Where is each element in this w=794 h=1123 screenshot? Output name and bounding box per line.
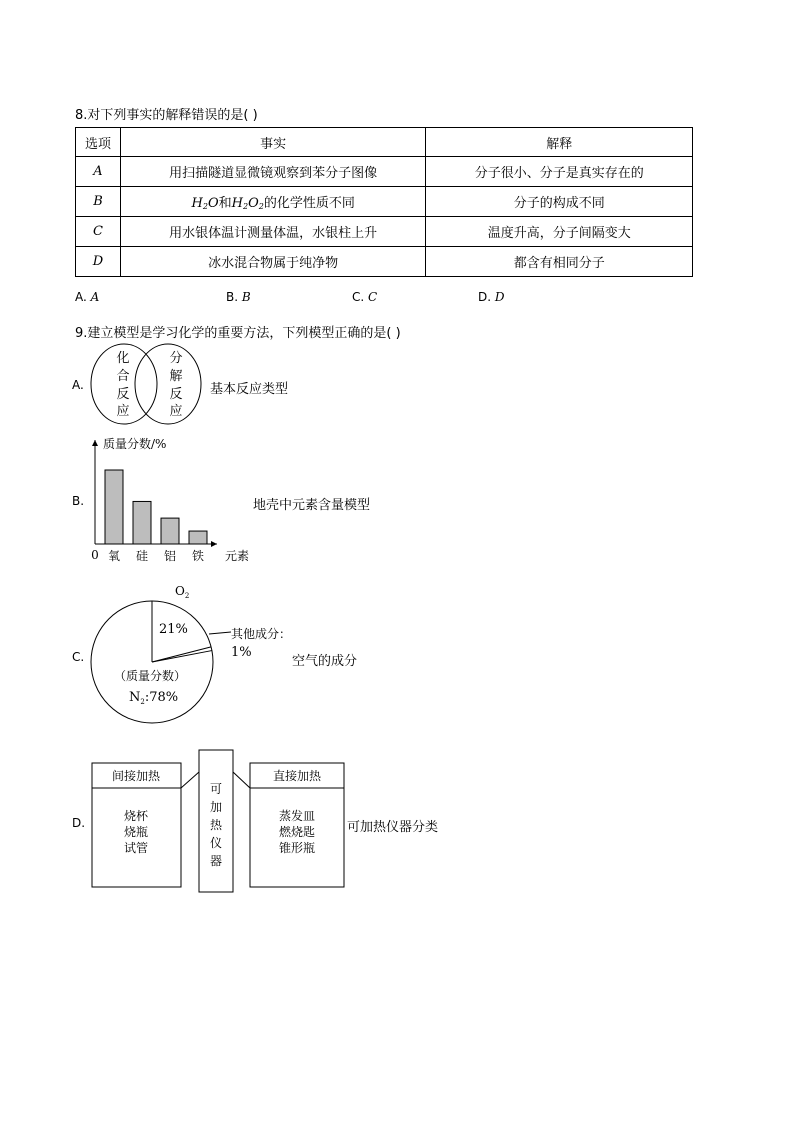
slice-boundary bbox=[152, 651, 212, 662]
q8-stem: 8.对下列事实的解释错误的是( ) bbox=[75, 108, 258, 123]
pie-chart bbox=[85, 580, 300, 728]
bar bbox=[189, 531, 207, 544]
header-fact: 事实 bbox=[120, 128, 425, 157]
connector-line bbox=[181, 772, 199, 788]
connector-line bbox=[233, 772, 250, 788]
venn-right-char: 应 bbox=[169, 404, 183, 419]
choice-value: C bbox=[368, 290, 378, 304]
fact-conjunction: 和 bbox=[218, 196, 232, 211]
center-char: 热 bbox=[209, 818, 223, 832]
category-label: 硅 bbox=[135, 549, 149, 563]
option-d-label[interactable]: D. bbox=[72, 816, 86, 830]
direct-item: 锥形瓶 bbox=[278, 841, 316, 855]
formula-sub: 2 bbox=[242, 202, 249, 211]
option-b-label[interactable]: B. bbox=[72, 494, 85, 508]
row-explanation: 都含有相同分子 bbox=[426, 247, 693, 277]
option-c-label[interactable]: C. bbox=[72, 650, 85, 664]
header-explanation: 解释 bbox=[426, 128, 693, 157]
table-header-row bbox=[76, 128, 693, 157]
direct-title: 直接加热 bbox=[272, 769, 322, 783]
formula-o: O bbox=[248, 196, 259, 211]
center-char: 器 bbox=[209, 854, 223, 868]
choice-value: D bbox=[494, 290, 505, 304]
option-d-caption: 可加热仪器分类 bbox=[347, 820, 439, 835]
row-fact bbox=[120, 187, 425, 217]
n2-label: $N_2:78\%$ bbox=[129, 690, 179, 706]
choice-prefix: A. bbox=[75, 290, 91, 304]
slice-boundary bbox=[152, 647, 211, 662]
row-option: A bbox=[76, 157, 121, 187]
table-row bbox=[76, 157, 693, 187]
row-option: B bbox=[76, 187, 121, 217]
formula-o: O bbox=[207, 196, 219, 211]
venn-left-char: 反 bbox=[116, 387, 130, 402]
table-row bbox=[76, 247, 693, 277]
bar bbox=[161, 518, 179, 544]
choice-d[interactable] bbox=[478, 290, 505, 304]
option-b-caption: 地壳中元素含量模型 bbox=[253, 498, 371, 513]
venn-right-char: 分 bbox=[169, 351, 183, 366]
row-fact: 用扫描隧道显微镜观察到苯分子图像 bbox=[120, 157, 425, 187]
x-axis-label: 元素 bbox=[224, 549, 250, 563]
category-label: 铝 bbox=[163, 549, 177, 563]
pie-note: （质量分数） bbox=[113, 669, 187, 683]
axis-origin: 0 bbox=[91, 548, 99, 562]
direct-item: 蒸发皿 bbox=[278, 809, 316, 823]
venn-right-circle bbox=[135, 344, 201, 424]
choice-prefix: B. bbox=[226, 290, 242, 304]
row-explanation: 分子很小、分子是真实存在的 bbox=[426, 157, 693, 187]
choice-b[interactable] bbox=[226, 290, 251, 304]
row-option: D bbox=[76, 247, 121, 277]
venn-right-char: 解 bbox=[169, 369, 183, 384]
indirect-title: 间接加热 bbox=[111, 769, 161, 783]
heating-diagram bbox=[85, 748, 350, 896]
bar bbox=[105, 470, 123, 544]
leader-line bbox=[209, 632, 231, 634]
o2-value: 21% bbox=[159, 622, 188, 637]
venn-diagram bbox=[85, 340, 215, 428]
other-value: 1% bbox=[231, 645, 252, 660]
formula-sub: 2 bbox=[202, 202, 208, 211]
center-char: 可 bbox=[209, 782, 223, 796]
choice-prefix: C. bbox=[352, 290, 369, 304]
table-row bbox=[76, 217, 693, 247]
row-fact: 冰水混合物属于纯净物 bbox=[120, 247, 425, 277]
option-a-label[interactable]: A. bbox=[72, 378, 84, 392]
option-c-caption: 空气的成分 bbox=[292, 654, 358, 669]
row-option: C bbox=[76, 217, 121, 247]
fact-tail: 的化学性质不同 bbox=[263, 196, 355, 211]
y-axis-label: 质量分数/% bbox=[103, 437, 167, 451]
o2-label: $O_2$ bbox=[175, 584, 190, 600]
venn-left-char: 化 bbox=[116, 351, 130, 366]
option-a-caption: 基本反应类型 bbox=[210, 382, 289, 397]
indirect-item: 烧瓶 bbox=[123, 825, 149, 839]
venn-left-char: 应 bbox=[116, 404, 130, 419]
center-char: 仪 bbox=[209, 836, 223, 850]
center-char: 加 bbox=[209, 800, 223, 814]
formula-h: H bbox=[231, 196, 243, 211]
choice-a[interactable] bbox=[75, 290, 99, 304]
bar-chart bbox=[85, 432, 255, 567]
formula-sub: 2 bbox=[258, 202, 264, 211]
row-explanation: 温度升高，分子间隔变大 bbox=[426, 217, 693, 247]
table-row bbox=[76, 187, 693, 217]
q9-stem: 9.建立模型是学习化学的重要方法，下列模型正确的是( ) bbox=[75, 326, 401, 341]
header-option: 选项 bbox=[76, 128, 121, 157]
formula-h: H bbox=[191, 196, 203, 211]
venn-left-char: 合 bbox=[116, 369, 130, 384]
bar bbox=[133, 501, 151, 544]
choice-value: B bbox=[241, 290, 251, 304]
category-label: 氧 bbox=[107, 549, 121, 563]
q8-table bbox=[75, 127, 693, 277]
category-label: 铁 bbox=[191, 549, 205, 563]
row-explanation: 分子的构成不同 bbox=[426, 187, 693, 217]
choice-c[interactable] bbox=[352, 290, 377, 304]
direct-item: 燃烧匙 bbox=[278, 825, 316, 839]
indirect-item: 烧杯 bbox=[123, 809, 149, 823]
other-label: 其他成分： bbox=[231, 627, 292, 641]
indirect-item: 试管 bbox=[123, 841, 149, 855]
venn-right-char: 反 bbox=[169, 387, 183, 402]
row-fact: 用水银体温计测量体温，水银柱上升 bbox=[120, 217, 425, 247]
choice-prefix: D. bbox=[478, 290, 495, 304]
choice-value: A bbox=[90, 290, 100, 304]
